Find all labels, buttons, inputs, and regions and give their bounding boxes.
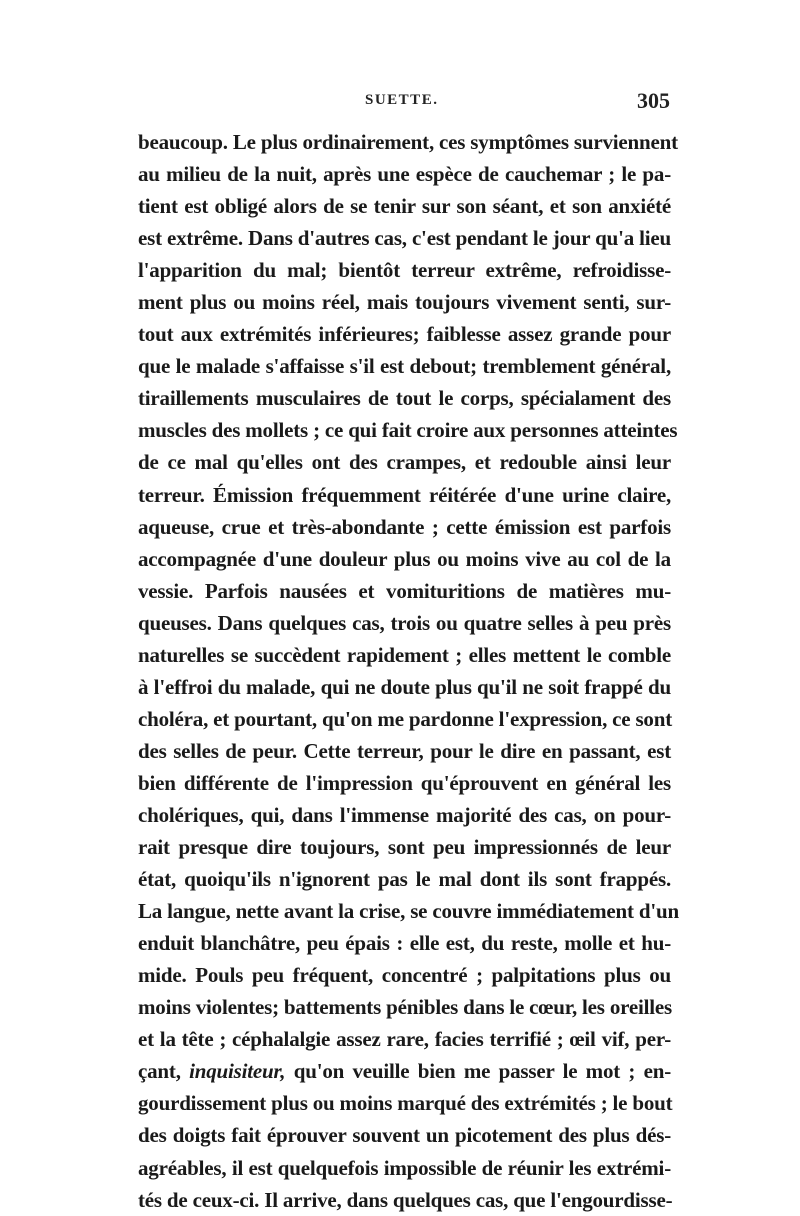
body-text <box>138 126 679 1216</box>
text-line: tout aux extrémités inférieures; faiblesse assez grande pour <box>138 322 671 347</box>
text-segment: qu'on veuille bien me passer le mot ; en- <box>293 1059 671 1084</box>
text-segment: çant, <box>138 1059 181 1084</box>
text-line: tiraillements musculaires de tout le corps, spécialament des <box>138 386 671 411</box>
text-line: que le malade s'affaisse s'il est debout; tremblement général, <box>138 354 671 379</box>
text-line: cholériques, qui, dans l'immense majorité des cas, on pour- <box>138 802 671 827</box>
text-line: à l'effroi du malade, qui ne doute plus qu'il ne soit frappé du <box>138 674 671 699</box>
text-line: de ce mal qu'elles ont des crampes, et redouble ainsi leur <box>138 450 671 475</box>
text-line: des doigts fait éprouver souvent un picotement des plus dés- <box>138 1123 671 1148</box>
text-line: terreur. Émission fréquemment réitérée d'une urine claire, <box>138 482 671 507</box>
running-title: SUETTE. <box>365 92 439 108</box>
text-line: état, quoiqu'ils n'ignorent pas le mal dont ils sont frappés. <box>138 867 671 892</box>
text-line: au milieu de la nuit, après une espèce de cauchemar ; le pa- <box>138 162 671 187</box>
text-line: et la tête ; céphalalgie assez rare, facies terrifié ; œil vif, per- <box>138 1027 671 1052</box>
text-line: accompagnée d'une douleur plus ou moins vive au col de la <box>138 546 671 571</box>
text-line: aqueuse, crue et très-abondante ; cette émission est parfois <box>138 514 671 539</box>
text-line: ment plus ou moins réel, mais toujours vivement senti, sur- <box>138 290 671 315</box>
text-line: vessie. Parfois nausées et vomituritions de matières mu- <box>138 578 671 603</box>
text-line: mide. Pouls peu fréquent, concentré ; palpitations plus ou <box>138 963 671 988</box>
text-line: La langue, nette avant la crise, se couvre immédiatement d'un <box>138 899 679 924</box>
text-line: rait presque dire toujours, sont peu impressionnés de leur <box>138 835 671 860</box>
text-line: moins violentes; battements pénibles dans le cœur, les oreilles <box>138 995 672 1020</box>
text-line: choléra, et pourtant, qu'on me pardonne l'expression, ce sont <box>138 706 673 731</box>
text-line: naturelles se succèdent rapidement ; elles mettent le comble <box>138 642 671 667</box>
text-line: enduit blanchâtre, peu épais : elle est, du reste, molle et hu- <box>138 931 671 956</box>
text-line: beaucoup. Le plus ordinairement, ces symptômes surviennent <box>138 130 678 154</box>
text-line: des selles de peur. Cette terreur, pour le dire en passant, est <box>138 738 671 763</box>
text-line: tés de ceux-ci. Il arrive, dans quelques cas, que l'engourdisse- <box>138 1187 673 1212</box>
running-head <box>140 88 670 118</box>
text-line: gourdissement plus ou moins marqué des extrémités ; le bout <box>138 1091 673 1116</box>
text-line: tient est obligé alors de se tenir sur son séant, et son anxiété <box>138 194 671 219</box>
text-line: muscles des mollets ; ce qui fait croire aux personnes atteintes <box>138 418 678 443</box>
text-line: bien différente de l'impression qu'éprouvent en général les <box>138 770 671 795</box>
text-line-with-italic <box>138 1055 671 1087</box>
text-line: l'apparition du mal; bientôt terreur extrême, refroidisse- <box>138 258 671 283</box>
page-number: 305 <box>637 88 670 113</box>
text-line: agréables, il est quelquefois impossible de réunir les extrémi- <box>138 1155 671 1180</box>
italic-word: inquisiteur, <box>189 1059 286 1084</box>
text-line: est extrême. Dans d'autres cas, c'est pendant le jour qu'a lieu <box>138 226 671 251</box>
text-line: queuses. Dans quelques cas, trois ou quatre selles à peu près <box>138 610 671 635</box>
